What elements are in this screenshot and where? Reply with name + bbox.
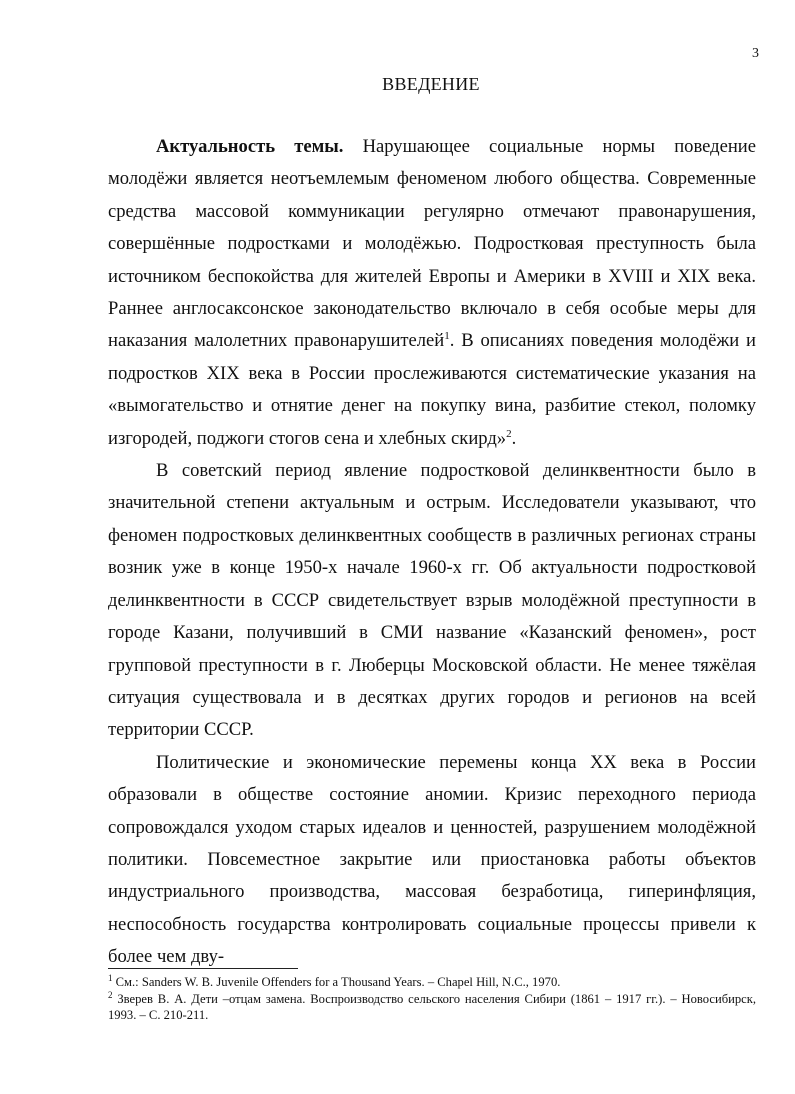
footnote-1	[108, 974, 756, 991]
footnote-ref-2: 2	[506, 427, 512, 440]
paragraph-3: Политические и экономические перемены конца XX века в России образовали в обществе состояние аномии. Кризис переходного периода сопровождался уходом старых идеалов и ценностей, разрушением молодёжной политики. Повсеместное закрытие или приостановка работы объектов индустриального производства, массовая безработица, гиперинфляция, неспособность государства контролировать социальные процессы привели к более чем дву-	[108, 751, 756, 968]
paragraph-1	[108, 131, 756, 455]
footnotes	[108, 974, 756, 1024]
page-number: 3	[752, 46, 759, 61]
paragraph-1-text-a: Нарушающее социальные нормы поведение молодёжи является неотъемлемым феноменом любого общества. Современные средства массовой коммуникации регулярно отмечают правонарушения, совершённые подростками и молодёжью. Подростковая преступность была источником беспокойства для жителей Европы и Америки в XVIII и XIX века. Раннее англосаксонское законодательство включало в себя особые меры для наказания малолетних правонарушителей	[108, 136, 757, 352]
footnote-mark-1: 1	[108, 972, 113, 983]
footnote-mark-2: 2	[108, 989, 113, 1000]
footnote-1-text: См.: Sanders W. B. Juvenile Offenders for a Thousand Years. – Chapel Hill, N.C., 1970.	[112, 975, 561, 989]
paragraph-2: В советский период явление подростковой делинквентности было в значительной степени актуальным и острым. Исследователи указывают, что феномен подростковых делинквентных сообществ в различных регионах страны возник уже в конце 1950-х начале 1960-х гг. Об актуальности подростковой делинквентности в СССР свидетельствует взрыв молодёжной преступности в городе Казани, получивший в СМИ название «Казанский феномен», рост групповой преступности в г. Люберцы Московской области. Не менее тяжёлая ситуация существовала и в десятках других городов и регионов на всей территории СССР.	[108, 460, 756, 741]
footnote-ref-1: 1	[444, 330, 450, 343]
page-title: ВВЕДЕНИЕ	[382, 74, 480, 94]
footnote-2	[108, 991, 756, 1024]
footnote-2-text: Зверев В. А. Дети –отцам замена. Воспроизводство сельского населения Сибири (1861 – 1917 гг.). – Новосибирск, 1993. – С. 210-211.	[108, 991, 756, 1022]
footnote-rule	[108, 968, 298, 969]
paragraph-1-text-c: .	[511, 427, 517, 449]
body-text	[108, 131, 756, 974]
lead-heading: Актуальность темы.	[156, 136, 344, 157]
paragraph-1-text-b: . В описаниях поведения молодёжи и подростков XIX века в России прослеживаются систематические указания на «вымогательство и отнятие денег на покупку вина, разбитие стекол, поломку изгородей, поджоги стогов сена и хлебных скирд»	[108, 330, 756, 449]
